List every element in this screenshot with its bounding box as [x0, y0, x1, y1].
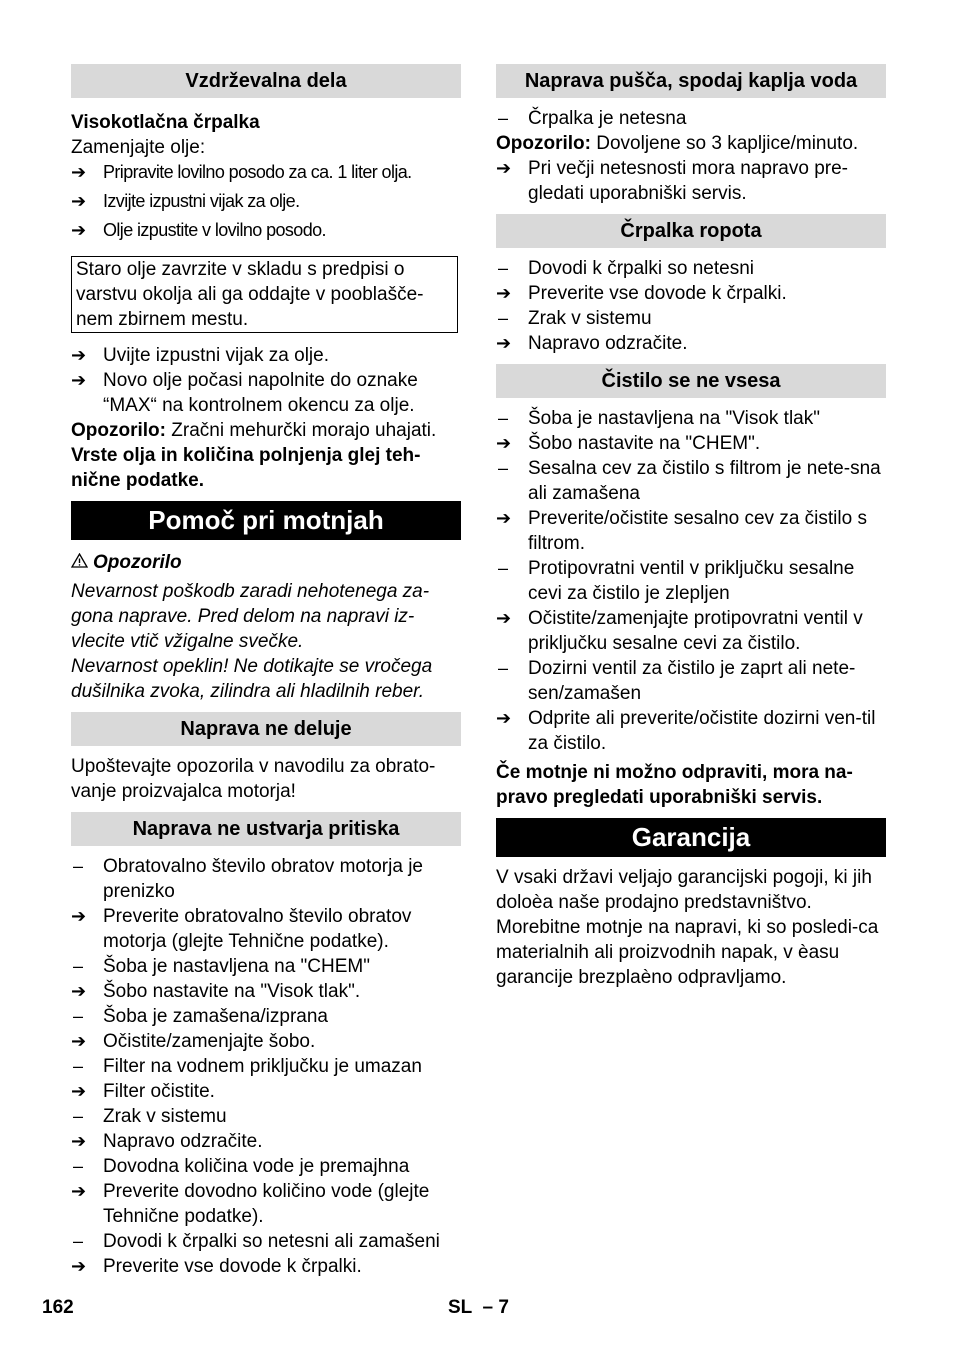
noise-list — [496, 256, 886, 356]
list-item: ➔ Olje izpustite v lovilno posodo. — [71, 218, 461, 243]
pump-subtitle: Visokotlačna črpalka — [71, 112, 260, 133]
right-arrow-icon: ➔ — [71, 162, 87, 182]
list-item — [496, 306, 886, 331]
list-item — [71, 1129, 461, 1154]
list-item-text: Dovodna količina vode je premajhna — [103, 1156, 410, 1177]
list-item-text: Šoba je zamašena/izprana — [103, 1006, 328, 1027]
list-item-text: Filter na vodnem priključku je umazan — [103, 1056, 422, 1077]
list-item — [496, 431, 886, 456]
list-item — [496, 281, 886, 306]
section-heading-drip: Naprava pušča, spodaj kaplja voda — [496, 64, 886, 98]
dash-bullet: – — [73, 1056, 84, 1076]
warranty-text: V vsaki državi veljajo garancijski pogoji, ki jih doloèa naše prodajno predstavništvo. Morebitne motnje na napravi, ki so posledi-ca materialnih ali proizvodnih napak, v èasu garancije brezplaèno odpravljamo. — [496, 867, 879, 988]
list-item — [496, 706, 886, 756]
dash-bullet: – — [498, 258, 509, 278]
list-item — [71, 1054, 461, 1079]
not-working-text: Upoštevajte opozorila v navodilu za obrato-vanje proizvajalca motorja! — [71, 756, 436, 802]
list-item — [71, 1154, 461, 1179]
dash-bullet: – — [498, 108, 509, 128]
section-heading-maintenance: Vzdrževalna dela — [71, 64, 461, 98]
list-item: ➔ Novo olje počasi napolnite do oznake “MAX“ na kontrolnem okencu za olje. — [71, 370, 418, 416]
right-arrow-icon: ➔ — [71, 220, 87, 240]
right-arrow-icon: ➔ — [71, 1131, 87, 1151]
list-item-text: Dovodi k črpalki so netesni ali zamašeni — [103, 1231, 440, 1252]
right-arrow-icon: ➔ — [71, 345, 87, 365]
section-heading-no-pressure: Naprava ne ustvarja pritiska — [71, 812, 461, 846]
list-item-text: Obratovalno število obratov motorja je prenizko — [103, 856, 423, 902]
list-item — [71, 1254, 461, 1279]
right-arrow-icon: ➔ — [71, 191, 87, 211]
list-item-text: Dozirni ventil za čistilo je zaprt ali nete-sen/zamašen — [528, 658, 856, 704]
big-heading-help: Pomoč pri motnjah — [71, 501, 461, 540]
list-item-text: Očistite/zamenjajte šobo. — [103, 1031, 316, 1052]
dash-bullet: – — [73, 1231, 84, 1251]
list-item-text: Protipovratni ventil v priključku sesalne cevi za čistilo je zlepljen — [528, 558, 855, 604]
oil-bold-note: Vrste olja in količina polnjenja glej teh-nične podatke. — [71, 445, 421, 491]
page-number: 162 — [42, 1297, 74, 1318]
list-item-text: Dovodi k črpalki so netesni — [528, 258, 754, 279]
note-box: Staro olje zavrzite v skladu s predpisi o varstvu okolja ali ga oddajte v pooblašče-nem zbirnem mestu. — [71, 256, 458, 333]
list-item-text: Preverite dovodno količino vode (glejte Tehnične podatke). — [103, 1181, 430, 1227]
right-arrow-icon: ➔ — [71, 370, 87, 390]
list-item-text: Preverite obratovalno število obratov motorja (glejte Tehnične podatke). — [103, 906, 412, 952]
list-item-text: Zrak v sistemu — [528, 308, 652, 329]
dash-bullet: – — [73, 856, 84, 876]
right-arrow-icon: ➔ — [71, 1181, 87, 1201]
dash-bullet: – — [73, 1106, 84, 1126]
list-item-text: Preverite vse dovode k črpalki. — [103, 1256, 362, 1277]
list-item-text: Sesalna cev za čistilo s filtrom je nete-sna ali zamašena — [528, 458, 881, 504]
right-arrow-icon: ➔ — [71, 981, 87, 1001]
right-arrow-icon: ➔ — [496, 708, 512, 728]
list-item-text: Šobo nastavite na "Visok tlak". — [103, 981, 361, 1002]
list-item — [71, 1079, 461, 1104]
list-item-text: Odprite ali preverite/očistite dozirni ven-til za čistilo. — [528, 708, 876, 754]
dash-bullet: – — [73, 1006, 84, 1026]
list-item-text: Preverite vse dovode k črpalki. — [528, 283, 787, 304]
oil-intro: Zamenjajte olje: — [71, 137, 206, 158]
dash-bullet: – — [498, 408, 509, 428]
list-item — [71, 1229, 461, 1254]
right-arrow-icon: ➔ — [496, 508, 512, 528]
list-item — [71, 1029, 461, 1054]
dash-bullet: – — [498, 458, 509, 478]
list-item — [71, 1004, 461, 1029]
list-item: ➔ Uvijte izpustni vijak za olje. — [71, 345, 329, 366]
list-item-text: Šoba je nastavljena na "CHEM" — [103, 956, 370, 977]
opozorilo-note: Opozorilo: Zračni mehurčki morajo uhajati. — [71, 420, 437, 441]
dash-bullet: – — [498, 558, 509, 578]
detergent-bold-note: Če motnje ni možno odpraviti, mora na-pravo pregledati uporabniški servis. — [496, 762, 853, 808]
right-arrow-icon: ➔ — [71, 1031, 87, 1051]
list-item-text: Šobo nastavite na "CHEM". — [528, 433, 761, 454]
right-arrow-icon: ➔ — [496, 608, 512, 628]
list-item — [496, 406, 886, 431]
warning-label-line: Opozorilo — [71, 550, 461, 575]
list-item-text: Preverite/očistite sesalno cev za čistilo s filtrom. — [528, 508, 867, 554]
list-item: ➔ Pripravite lovilno posodo za ca. 1 liter olja. — [71, 160, 461, 185]
right-arrow-icon: ➔ — [71, 1081, 87, 1101]
list-item — [71, 954, 461, 979]
right-arrow-icon: ➔ — [496, 333, 512, 353]
list-item — [496, 656, 886, 706]
right-arrow-icon: ➔ — [496, 283, 512, 303]
left-column — [71, 64, 461, 1279]
dash-bullet: – — [73, 956, 84, 976]
list-item-text: Šoba je nastavljena na "Visok tlak" — [528, 408, 820, 429]
list-item — [71, 904, 461, 954]
no-pressure-list — [71, 854, 461, 1279]
warning-text-1: Nevarnost poškodb zaradi nehotenega za-gona naprave. Pred delom na napravi iz-vlecite vtič vžigalne svečke. — [71, 581, 430, 652]
dash-bullet: – — [73, 1156, 84, 1176]
list-item-text: Zrak v sistemu — [103, 1106, 227, 1127]
list-item — [496, 606, 886, 656]
list-item — [496, 556, 886, 606]
list-item — [71, 854, 461, 904]
section-heading-detergent: Čistilo se ne vsesa — [496, 364, 886, 398]
right-arrow-icon: ➔ — [71, 906, 87, 926]
list-item — [71, 1104, 461, 1129]
right-arrow-icon: ➔ — [496, 158, 512, 178]
dash-bullet: – — [498, 308, 509, 328]
list-item — [496, 256, 886, 281]
list-item — [71, 979, 461, 1004]
list-item: – Črpalka je netesna — [498, 108, 687, 129]
big-heading-warranty: Garancija — [496, 818, 886, 857]
list-item: ➔ Izvijte izpustni vijak za olje. — [71, 189, 461, 214]
list-item-text: Očistite/zamenjajte protipovratni ventil v priključku sesalne cevi za čistilo. — [528, 608, 863, 654]
dash-bullet: – — [498, 658, 509, 678]
list-item — [496, 456, 886, 506]
detergent-list — [496, 406, 886, 756]
list-item — [71, 1179, 461, 1229]
right-column — [496, 64, 886, 990]
section-heading-noise: Črpalka ropota — [496, 214, 886, 248]
right-arrow-icon: ➔ — [71, 1256, 87, 1276]
list-item-text: Napravo odzračite. — [528, 333, 688, 354]
drip-opozorilo: Opozorilo: Dovoljene so 3 kapljice/minuto. — [496, 133, 859, 154]
list-item — [496, 331, 886, 356]
list-item — [496, 506, 886, 556]
section-heading-not-working: Naprava ne deluje — [71, 712, 461, 746]
warning-text-2: Nevarnost opeklin! Ne dotikajte se vročega dušilnika zvoka, zilindra ali hladilnih reber. — [71, 656, 433, 702]
list-item-text: Filter očistite. — [103, 1081, 215, 1102]
right-arrow-icon: ➔ — [496, 433, 512, 453]
footer-language-page: SL – 7 — [448, 1297, 509, 1318]
warning-triangle-icon — [71, 550, 93, 575]
list-item: ➔ Pri večji netesnosti mora napravo pre-gledati uporabniški servis. — [496, 158, 848, 204]
list-item-text: Napravo odzračite. — [103, 1131, 263, 1152]
